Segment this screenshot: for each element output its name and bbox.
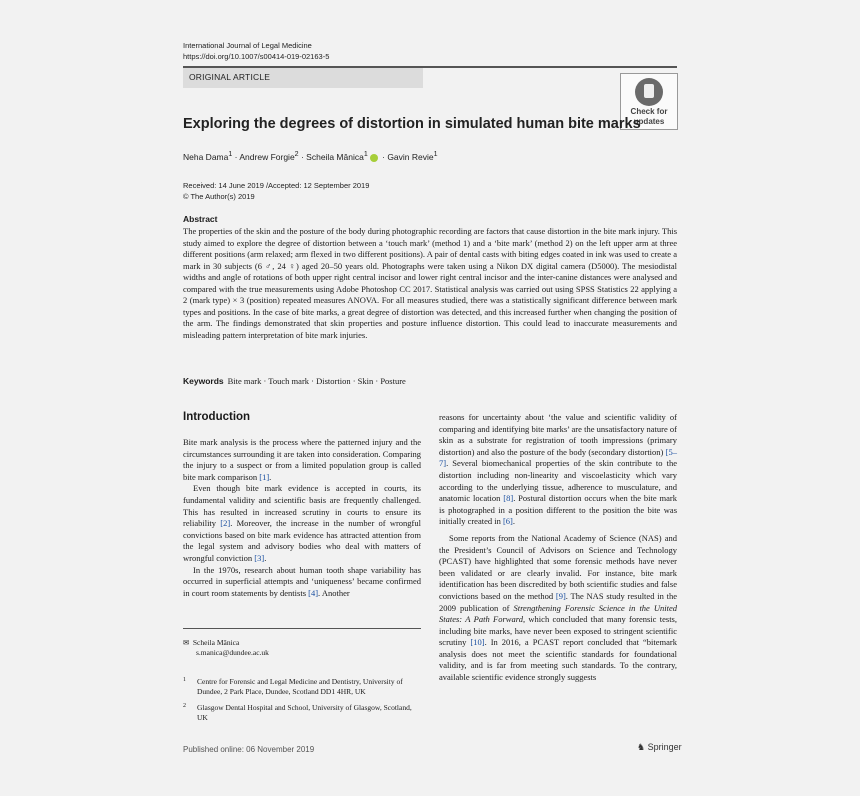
citation-link[interactable]: [6]: [502, 516, 513, 527]
citation-link[interactable]: [1]: [259, 471, 270, 482]
paragraph: Some reports from the National Academy of Science (NAS) and the President’s Council of Advisors on Science and Technology (PCAST) have highlighted that some forensic methods have never been validated or are clearly invalid. For instance, bite mark identification has been discredited by both scientific studies and false convictions based on the method [9]. The NAS study resulted in the 2009 publication of Strengthening Forensic Science in the United States: A Path Forward, which concluded that many forensic tests, including bite marks, have never been exposed to stringent scientific scrutiny [10]. In 2016, a PCAST report concluded that “bitemark analysis does not meet the scientific standards for foundational validity, and is far from meeting such standards. To the contrary, available scientific evidence strongly suggests: [439, 532, 678, 683]
citation-link[interactable]: [8]: [503, 493, 514, 504]
orcid-icon[interactable]: [370, 154, 378, 162]
check-for-label: Check for: [630, 107, 668, 116]
paragraph: reasons for uncertainty about ‘the value and scientific validity of comparing and identifying bite marks’ are the unsatisfactory nature of skin as a substrate for registration of tooth impressions (primary distortion) and also the posture of the body (secondary distortion) [5–7]. Several biomechanical properties of the skin contribute to the distortion including non-linearity and viscoelasticity which vary according to the underlying tissue, adherence to musculature, and anatomic location [8]. Postural distortion occurs when the bite mark is photographed in a position different to the position the bite was initially created in [6].: [439, 412, 677, 527]
citation-link[interactable]: [3]: [254, 552, 265, 563]
citation-link[interactable]: [5–7]: [439, 446, 677, 469]
updates-label: updates: [633, 117, 665, 126]
keywords-label: Keywords: [183, 376, 224, 386]
springer-logo: ♞ Springer: [637, 742, 682, 752]
abstract-heading: Abstract: [183, 214, 218, 224]
author-name[interactable]: Scheila Mânica: [306, 151, 364, 162]
footnote-divider: [183, 628, 421, 629]
paragraph: In the 1970s, research about human tooth shape variability has occurred in superficial attempts and ‘uniqueness’ became confirmed in court room statements by dentists [4]. Another: [183, 564, 421, 598]
citation-link[interactable]: [4]: [308, 587, 319, 598]
affiliation: [183, 703, 421, 723]
author-affiliation-number: 1: [363, 150, 368, 158]
affiliation-number: 2: [183, 703, 186, 709]
citation-link[interactable]: [10]: [470, 637, 485, 648]
author-list: [183, 150, 438, 162]
contact-name: Scheila Mânica: [192, 638, 240, 647]
citation-link[interactable]: [2]: [220, 518, 231, 529]
text-column-right: [439, 412, 677, 684]
introduction-heading: Introduction: [183, 411, 251, 423]
author-name[interactable]: Gavin Revie: [387, 151, 434, 162]
author-affiliation-number: 2: [294, 150, 299, 158]
envelope-icon: ✉: [183, 638, 190, 647]
doi-link[interactable]: https://doi.org/10.1007/s00414-019-02163-5: [183, 52, 330, 61]
author-separator: ·: [298, 151, 307, 162]
keywords-text: Bite mark · Touch mark · Distortion · Skin · Posture: [227, 376, 406, 386]
journal-name: International Journal of Legal Medicine: [183, 41, 312, 50]
journal-header: [183, 40, 329, 62]
article-title: Exploring the degrees of distortion in simulated human bite marks: [183, 116, 641, 132]
author-separator: ·: [232, 151, 240, 162]
affiliation: [183, 677, 421, 697]
affiliation-text: Glasgow Dental Hospital and School, University of Glasgow, Scotland, UK: [197, 703, 412, 722]
article-type-bar: [183, 66, 423, 88]
article-dates: [183, 180, 369, 202]
author-separator: ·: [379, 151, 388, 162]
paragraph: Bite mark analysis is the process where the patterned injury and the circumstances surrounding it are taken into consideration. Comparing the injury to a suspect or from a limited population group is called bite mark comparison [1].: [183, 437, 421, 482]
author-affiliation-number: 1: [228, 150, 233, 158]
text-column-left: [183, 437, 421, 599]
copyright-notice: © The Author(s) 2019: [183, 192, 255, 201]
article-type-label: ORIGINAL ARTICLE: [189, 72, 271, 82]
published-date: Published online: 06 November 2019: [183, 745, 315, 754]
corresponding-author: [183, 638, 269, 658]
springer-horse-icon: ♞: [637, 742, 646, 752]
affiliation-number: 1: [183, 677, 186, 683]
citation-link[interactable]: [9]: [555, 590, 566, 601]
affiliation-text: Centre for Forensic and Legal Medicine and Dentistry, University of Dundee, 2 Park Place, Dundee, Scotland DD1 4HR, UK: [197, 677, 403, 696]
bookmark-icon: [635, 78, 663, 106]
paragraph: Even though bite mark evidence is accepted in courts, its fundamental validity and scientific basis are frequently challenged. This has resulted in increased scrutiny in courts to ensure its reliability [2]. Moreover, the increase in the number of wrongful convictions based on bite mark evidence has attracted attention from the legal system and advisory bodies who deal with matters of wrongful conviction [3].: [183, 483, 422, 563]
author-name[interactable]: Andrew Forgie: [239, 151, 295, 162]
author-affiliation-number: 1: [433, 150, 438, 158]
header-rule: [423, 66, 677, 68]
keywords-line: [183, 376, 406, 386]
received-accepted-dates: Received: 14 June 2019 /Accepted: 12 September 2019: [183, 181, 370, 190]
abstract-text: The properties of the skin and the posture of the body during photographic recording are factors that cause distortion in the bite mark injury. This study aimed to explore the degree of distortion between a ‘touch mark’ (method 1) and a ‘bite mark’ (method 2) on the left upper arm at three different positions (arm relaxed; arm flexed in two different positions). A pair of dental casts with biting edges coated in ink was used to create a mark in 30 subjects (6 ♂, 24 ♀) aged 20–50 years old. Photographs were taken using a Nikon DX digital camera (D5000). The mesiodistal widths and angle of rotations of both upper right central incisor and lower right central incisor and the inter-canine distances were analysed and compared with the true measurements using Adobe Photoshop CC 2017. Statistical analysis was carried out using SPSS Statistics 22 applying a 2 (mark type) × 3 (position) repeated measures ANOVA. For all measures studied, there was a statistically significant difference between mark types and positions. In the case of bite marks, a great degree of distortion was detected, and this increased further when changing the position of the arm. The findings demonstrated that skin properties and posture influence distortion. This could lead to inaccurate measurements and misleading pattern interpretation of bite mark injuries.: [183, 226, 677, 340]
author-name[interactable]: Neha Dama: [183, 151, 229, 162]
contact-email[interactable]: s.manica@dundee.ac.uk: [196, 648, 269, 657]
